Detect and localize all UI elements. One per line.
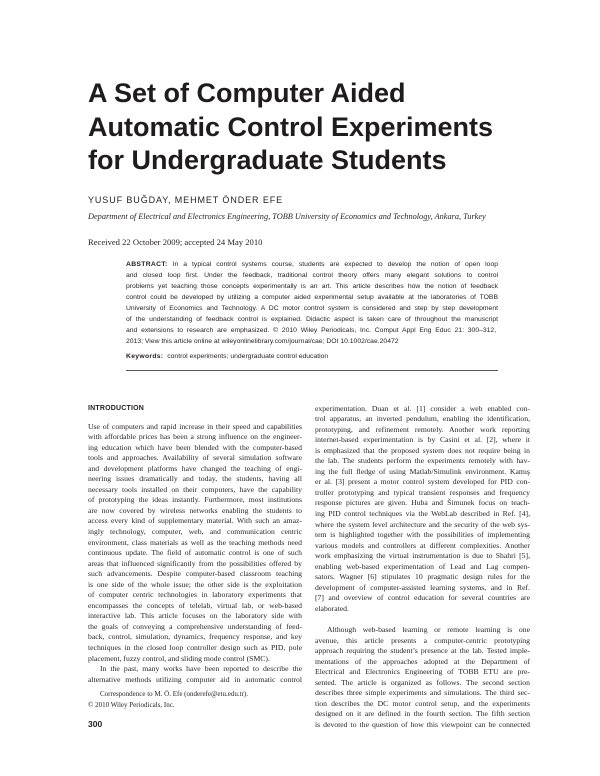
body-text-line: internet-based experimentation is by Casini et al. [2], where it xyxy=(315,435,530,445)
title-line: A Set of Computer Aided xyxy=(88,78,406,108)
body-text-line: experimentation. Duan et al. [1] consider a web enabled con- xyxy=(315,403,530,413)
body-text-line: back, control, simulation, dynamics, frequency response, and key xyxy=(88,632,302,642)
body-text-line: prototyping, and refinement remotely. Another work reporting xyxy=(315,424,530,434)
body-text-line: are now covered by wireless networks enabling the students to xyxy=(88,505,302,515)
body-text-line: is emphasized that the proposed system does not require being in xyxy=(315,445,530,455)
affiliation: Department of Electrical and Electronics Engineering, TOBB University of Economics and Technology, Ankara, Turkey xyxy=(88,212,486,221)
abstract-line: control could be developed by utilizing a computer aided experimental setup available at the laboratories of TOBB xyxy=(126,294,498,301)
body-text-line: environment, class materials as well as the teaching methods need xyxy=(88,537,302,547)
body-text-line: various models and controllers at different complexities. Another xyxy=(315,540,530,550)
body-text-line: and development platforms have changed the teaching of engi- xyxy=(88,463,302,473)
body-text-line: sators. Wagner [6] stipulates 10 pragmatic design rules for the xyxy=(315,572,530,582)
body-text-line: elaborated. xyxy=(315,603,349,613)
body-text-line: of prototyping the ideas instantly. Furthermore, most institutions xyxy=(88,495,302,505)
abstract-divider xyxy=(126,370,498,371)
body-text-line: trol apparatus, an inverted pendulum, enabling the identification, xyxy=(315,414,530,424)
body-text-line: response pictures are given. Huba and Šimunek focus on teach- xyxy=(315,498,530,508)
body-text-line: describes three simple experiments and simulations. The third sec- xyxy=(315,688,530,698)
correspondence-note: Correspondence to M. Ö. Efe (onderefe@etu.edu.tr). xyxy=(100,690,248,698)
body-text-line: where the system level architecture and the security of the web sys- xyxy=(315,519,530,529)
body-text-line: mentations of the approaches adopted at the Department of xyxy=(315,656,530,666)
body-text-line: alternative methods utilizing computer aid in automatic control xyxy=(88,674,302,684)
body-text-line: necessary tools installed on their computers, have the capability xyxy=(88,484,302,494)
abstract-line: and closed loop first. Under the feedback, traditional control theory offers many elegant solutions to control xyxy=(126,272,498,279)
body-text-line: ingly technology, computer, web, and communication centric xyxy=(88,526,302,536)
body-text-line: tion describes the DC motor control setup, and the experiments xyxy=(315,698,530,708)
body-text-line: the goals of conveying a comprehensive understanding of feed- xyxy=(88,621,302,631)
body-text-line: ing the full fledge of using Matlab/Simulink environment. Kamış xyxy=(315,466,530,476)
article-title xyxy=(88,77,493,178)
received-date: Received 22 October 2009; accepted 24 May 2010 xyxy=(88,237,263,247)
author-list: YUSUF BUĞDAY, MEHMET ÖNDER EFE xyxy=(88,195,284,205)
body-text-line: encompasses the concepts of telelab, virtual lab, or web-based xyxy=(88,600,302,610)
abstract-label: ABSTRACT: xyxy=(126,261,168,268)
page-number: 300 xyxy=(88,719,103,729)
body-text-line: tools and approaches. Availability of several simulation software xyxy=(88,453,302,463)
body-text-line: interactive lab. This article focuses on the laboratory side with xyxy=(88,611,302,621)
body-text-line: Electrical and Electronics Engineering of TOBB ETU are pre- xyxy=(315,667,530,677)
left-column xyxy=(88,422,302,686)
keywords-label: Keywords: xyxy=(126,352,164,360)
title-line: for Undergraduate Students xyxy=(88,145,447,175)
body-text-line: areas that influenced significantly from the possibilities offered by xyxy=(88,558,302,568)
body-text-line: such advancements. Despite computer-based classroom teaching xyxy=(88,569,302,579)
abstract-line: University of Economics and Technology. A DC motor control system is considered and step by step development xyxy=(126,305,498,312)
body-text-line: avenue, this article presents a computer-centric prototyping xyxy=(315,635,530,645)
copyright-note: © 2010 Wiley Periodicals, Inc. xyxy=(88,700,175,709)
abstract-line xyxy=(126,259,498,270)
right-column xyxy=(315,404,530,731)
body-text-line: access every kind of supplementary material. With such an amaz- xyxy=(88,516,302,526)
body-text-line: continuous update. The field of automatic control is one of such xyxy=(88,548,302,558)
body-text-line: enabling web-based experimentation of Lead and Lag compen- xyxy=(315,561,530,571)
body-text-line: ing PID control techniques via the WebLab described in Ref. [4], xyxy=(315,508,530,518)
abstract-line: of the understanding of feedback control is explained. Didactic aspect is taken care of throughout the manuscript xyxy=(126,316,498,323)
body-text-line: approach requiring the student’s presence at the lab. Tested imple- xyxy=(315,646,530,656)
body-text-line: er al. [3] present a motor control system developed for PID con- xyxy=(315,477,530,487)
body-text-line: placement, fuzzy control, and sliding mode control (SMC). xyxy=(88,653,270,663)
body-text-line: neering issues dramatically and today, the students, having all xyxy=(88,474,302,484)
body-text-line: ing education which have been blended with the computer-based xyxy=(88,442,302,452)
body-text-line: tem is highlighted together with the possibilities of implementing xyxy=(315,530,530,540)
body-text-line: designed on it are defined in the fourth section. The fifth section xyxy=(315,709,530,719)
body-text-line: In the past, many works have been reported to describe the xyxy=(100,664,302,674)
keywords xyxy=(126,351,498,362)
body-text-line: sented. The article is organized as follows. The second section xyxy=(315,677,530,687)
body-text-line: is devoted to the question of how this viewpoint can be connected xyxy=(315,719,530,729)
body-text-line: [7] and overview of control education for several countries are xyxy=(315,593,530,603)
body-text-line: the lab. The students perform the experiments remotely with hav- xyxy=(315,456,530,466)
title-line: Automatic Control Experiments xyxy=(88,111,494,142)
body-text-line: development of computer-assisted learning systems, and in Ref. xyxy=(315,582,530,592)
abstract-line: 2013; View this article online at wileyonlinelibrary.com/journal/cae; DOI 10.1002/cae.20472 xyxy=(126,338,399,345)
body-text-line: work emphasizing the virtual instrumentation is due to Shahri [5], xyxy=(315,551,530,561)
body-text-line: of computer centric technologies in laboratory experiments that xyxy=(88,590,302,600)
body-text-line: is one side of the whole issue; the other side is the exploitation xyxy=(88,579,302,589)
keywords-text: control experiments; undergraduate control education xyxy=(167,352,329,360)
body-text-line: techniques in the closed loop controller design such as PID, pole xyxy=(88,642,302,652)
abstract xyxy=(126,259,498,347)
body-text-line: Use of computers and rapid increase in their speed and capabilities xyxy=(88,421,302,431)
abstract-text: In a typical control systems course, students are expected to develop the notion of open loop xyxy=(172,261,499,268)
body-text-line: with affordable prices has been a strong influence on the engineer- xyxy=(88,432,302,442)
footnote xyxy=(88,689,302,710)
abstract-line: problems yet teaching those concepts experimentally is an art. This article describes how the notion of feedback xyxy=(126,283,498,290)
body-text-line: Although web-based learning or remote learning is one xyxy=(327,624,530,634)
section-heading: INTRODUCTION xyxy=(88,404,145,412)
abstract-line: and extensions to research are emphasized. © 2010 Wiley Periodicals, Inc. Comput Appl Eng Educ 21: 300–312, xyxy=(126,327,497,334)
body-text-line: troller prototyping and typical transient responses and frequency xyxy=(315,487,530,497)
